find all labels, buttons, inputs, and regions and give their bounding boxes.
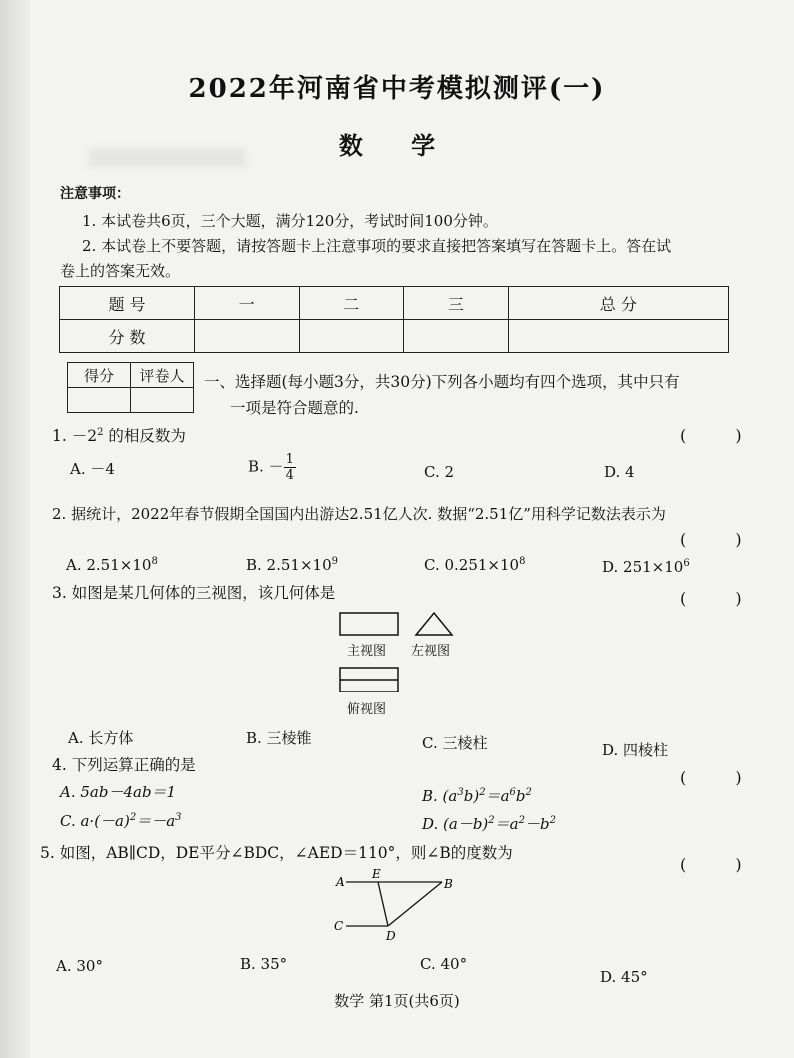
question-1-stem: 1. $-2^2$ 的相反数为 <box>52 426 186 445</box>
point-c-label: C <box>334 919 344 933</box>
question-3-option-d: D. 四棱柱 <box>602 741 669 759</box>
question-1-option-c: C. 2 <box>424 463 455 481</box>
question-4-option-d: D. $(a-b)^2=a^2-b^2$ <box>422 815 556 833</box>
score-table-col-3: 三 <box>404 287 509 320</box>
note-item-2-cont: 卷上的答案无效。 <box>60 262 181 280</box>
question-3-option-b: B. 三棱锥 <box>246 729 312 747</box>
question-3-option-c: C. 三棱柱 <box>422 734 488 752</box>
note-item-1: 1. 本试卷共6页，三个大题，满分120分，考试时间100分钟。 <box>82 212 498 230</box>
score-table-col-2: 二 <box>299 287 404 320</box>
question-5-stem: 5. 如图，AB∥CD，DE平分∠BDC，∠AED＝110°，则∠B的度数为 <box>40 844 513 862</box>
exam-subject: 数 学 <box>338 131 456 160</box>
notes-heading: 注意事项： <box>60 186 130 202</box>
question-1-answer-paren: ( ) <box>680 426 764 445</box>
parallel-lines-figure <box>330 868 460 944</box>
point-a-label: A <box>336 875 345 889</box>
score-cell-3 <box>404 320 509 353</box>
question-1-option-b: B. － $\frac{1}{4}$ <box>248 452 294 483</box>
question-2-stem: 2. 据统计，2022年春节假期全国国内出游达2.51亿人次. 数据“2.51亿”用科学记数法表示为 <box>52 505 666 523</box>
score-table <box>59 286 729 353</box>
question-2-option-a: A. $2.51\times 10^8$ <box>66 556 158 574</box>
score-table-row-label: 分 数 <box>60 320 195 353</box>
question-5-option-b: B. 35° <box>240 955 288 973</box>
question-3-stem: 3. 如图是某几何体的三视图，该几何体是 <box>52 584 336 602</box>
question-5-option-c: C. 40° <box>420 955 468 973</box>
grader-score-label: 得分 <box>68 363 131 388</box>
question-2-option-b: B. $2.51\times 10^9$ <box>246 556 338 574</box>
left-view-label: 左视图 <box>411 644 451 659</box>
question-3-option-a: A. 长方体 <box>68 729 134 747</box>
grader-name-label: 评卷人 <box>131 363 194 388</box>
note-item-2: 2. 本试卷上不要答题，请按答题卡上注意事项的要求直接把答案填写在答题卡上。答在试 <box>82 237 672 255</box>
left-view-triangle <box>416 613 452 635</box>
question-5-option-d: D. 45° <box>600 968 648 986</box>
line-bd <box>388 882 442 926</box>
section1-heading: 一、选择题(每小题3分，共30分)下列各小题均有四个选项，其中只有 <box>204 373 680 391</box>
question-4-answer-paren: ( ) <box>680 768 764 787</box>
score-table-header-label: 题 号 <box>60 287 195 320</box>
fraction: $\frac{1}{4}$ <box>285 452 294 483</box>
grader-score-cell <box>68 388 131 413</box>
score-cell-1 <box>195 320 300 353</box>
page-footer: 数学 第1页(共6页) <box>334 992 460 1010</box>
score-cell-total <box>508 320 728 353</box>
question-4-stem: 4. 下列运算正确的是 <box>52 756 196 774</box>
question-3-answer-paren: ( ) <box>680 589 764 608</box>
question-4-option-a: A. 5ab－4ab＝1 <box>60 783 177 801</box>
question-4-option-b: B. $(a^3b)^2=a^6b^2$ <box>422 787 532 805</box>
score-cell-2 <box>299 320 404 353</box>
front-view-rect <box>340 613 398 635</box>
question-1-option-a: A. －4 <box>70 460 115 478</box>
score-table-col-1: 一 <box>195 287 300 320</box>
point-d-label: D <box>386 929 396 943</box>
question-5-option-a: A. 30° <box>56 957 103 975</box>
grader-name-cell <box>131 388 194 413</box>
exam-title: 2022年河南省中考模拟测评(一) <box>188 74 606 104</box>
grader-box <box>67 362 194 413</box>
question-2-option-c: C. $0.251\times 10^8$ <box>424 556 526 574</box>
question-2-option-d: D. $251\times 10^6$ <box>602 558 690 576</box>
line-ed <box>378 882 388 926</box>
score-table-col-total: 总 分 <box>508 287 728 320</box>
front-view-label: 主视图 <box>347 644 387 659</box>
point-b-label: B <box>444 877 453 891</box>
question-4-option-c: C. $a\cdot(-a)^2=-a^3$ <box>60 812 182 830</box>
question-2-answer-paren: ( ) <box>680 530 764 549</box>
top-view-label: 俯视图 <box>347 702 387 717</box>
point-e-label: E <box>372 868 381 881</box>
question-1-option-d: D. 4 <box>604 463 635 481</box>
question-5-answer-paren: ( ) <box>680 855 764 874</box>
section1-heading-cont: 一项是符合题意的. <box>230 399 359 417</box>
